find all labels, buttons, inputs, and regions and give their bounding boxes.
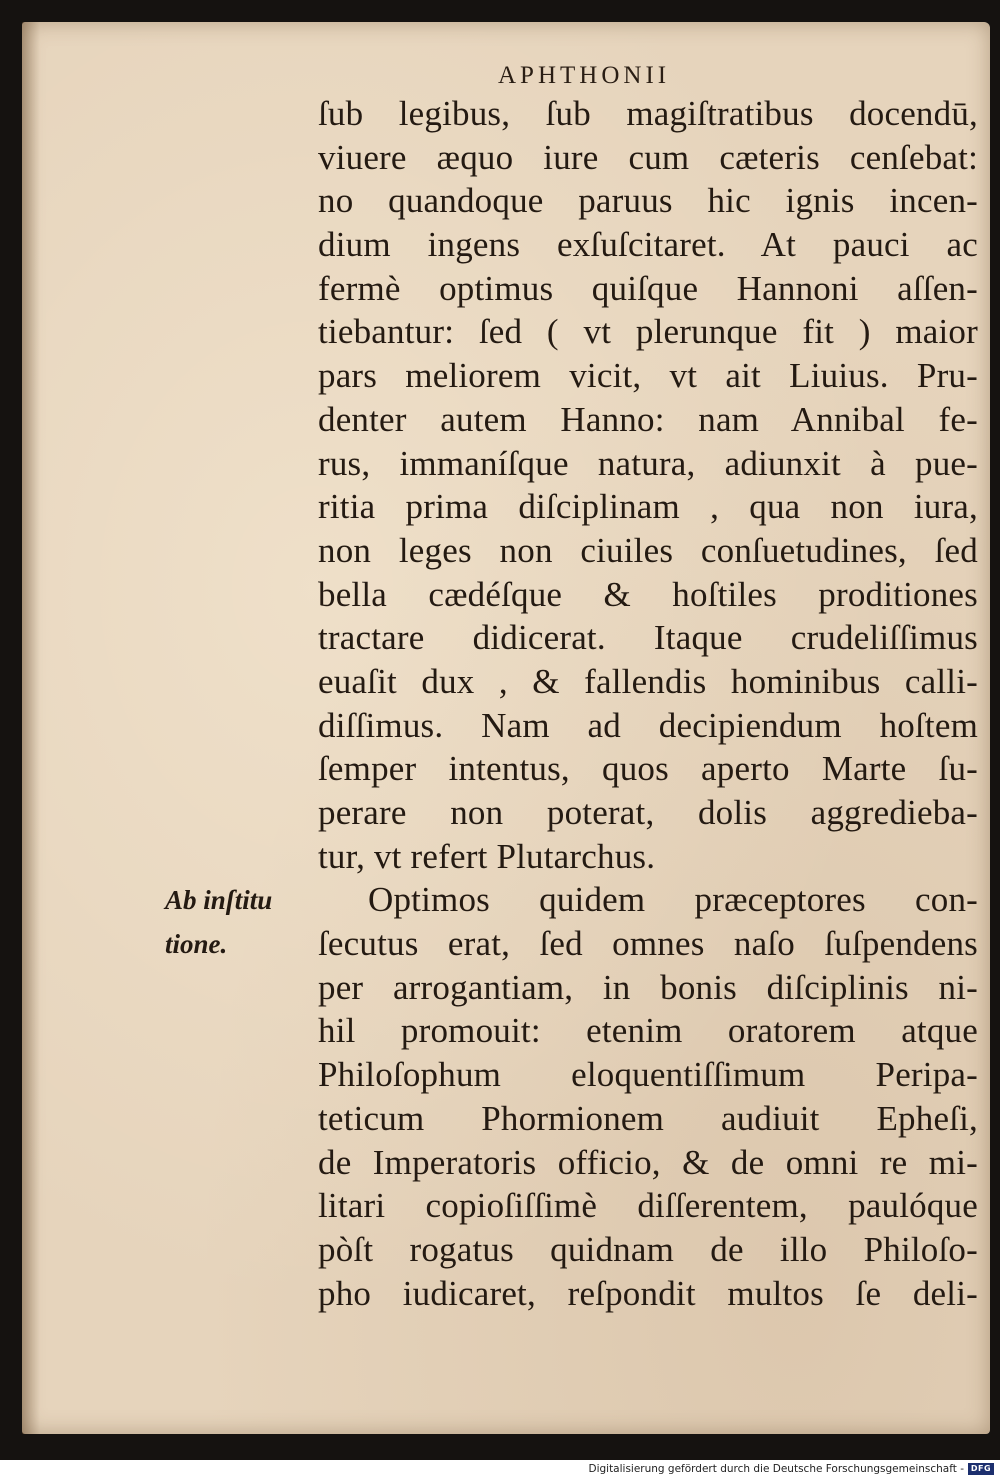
text-line: litari copioſiſſimè diſſerentem, paulóque xyxy=(318,1186,978,1226)
dfg-logo: DFG xyxy=(968,1463,994,1475)
text-line: pòſt rogatus quidnam de illo Philoſo- xyxy=(318,1229,978,1269)
text-line: ſub legibus, ſub magiſtratibus docendū, xyxy=(318,94,978,133)
marginal-note xyxy=(165,878,272,966)
marginal-note-line-2: tione. xyxy=(165,929,228,959)
text-line: rus, immaníſque natura, adiunxit à pue- xyxy=(318,443,978,483)
text-line: no quandoque paruus hic ignis incen- xyxy=(318,181,978,221)
text-line: fermè optimus quiſque Hannoni aſſen- xyxy=(318,268,978,308)
footer-bar xyxy=(0,1460,1000,1479)
text-line: denter autem Hanno: nam Annibal fe- xyxy=(318,399,978,439)
text-line: de Imperatoris officio, & de omni re mi- xyxy=(318,1142,978,1182)
text-line: tractare didicerat. Itaque crudeliſſimus xyxy=(318,618,978,658)
marginal-note-line-1: Ab inſtitu xyxy=(165,885,273,915)
main-text-block xyxy=(318,92,978,1315)
text-line: bella cædéſque & hoſtiles proditiones xyxy=(318,574,978,614)
text-line: dium ingens exſuſcitaret. At pauci ac xyxy=(318,225,978,265)
text-line: diſſimus. Nam ad decipiendum hoſtem xyxy=(318,705,978,745)
text-line: tur, vt refert Plutarchus. xyxy=(318,836,656,876)
text-line: teticum Phormionem audiuit Epheſi, xyxy=(318,1098,978,1138)
text-line: ritia prima diſciplinam , qua non iura, xyxy=(318,487,978,527)
book-page xyxy=(22,22,990,1434)
text-line: euaſit dux , & fallendis hominibus calli- xyxy=(318,661,978,701)
text-line: ſemper intentus, quos aperto Marte ſu- xyxy=(318,749,978,789)
text-line: ſecutus erat, ſed omnes naſo ſuſpendens xyxy=(318,924,978,964)
funding-notice: Digitalisierung gefördert durch die Deutsche Forschungsgemeinschaft - xyxy=(588,1463,964,1475)
text-line: hil promouit: etenim oratorem atque xyxy=(318,1011,978,1051)
text-line: Philoſophum eloquentiſſimum Peripa- xyxy=(318,1055,978,1095)
text-line: Optimos quidem præceptores con- xyxy=(368,880,978,920)
running-head: APHTHONII xyxy=(498,62,671,89)
text-line: non leges non ciuiles conſuetudines, ſed xyxy=(318,530,978,570)
text-line: viuere æquo iure cum cæteris cenſebat: xyxy=(318,137,978,177)
text-line: pho iudicaret, reſpondit multos ſe deli- xyxy=(318,1273,978,1313)
text-line: tiebantur: ſed ( vt plerunque fit ) maior xyxy=(318,312,978,352)
text-line: perare non poterat, dolis aggredieba- xyxy=(318,793,978,832)
text-line: pars meliorem vicit, vt ait Liuius. Pru- xyxy=(318,356,978,396)
text-line: per arrogantiam, in bonis diſciplinis ni- xyxy=(318,967,978,1007)
page-gutter-shadow xyxy=(22,22,40,1434)
